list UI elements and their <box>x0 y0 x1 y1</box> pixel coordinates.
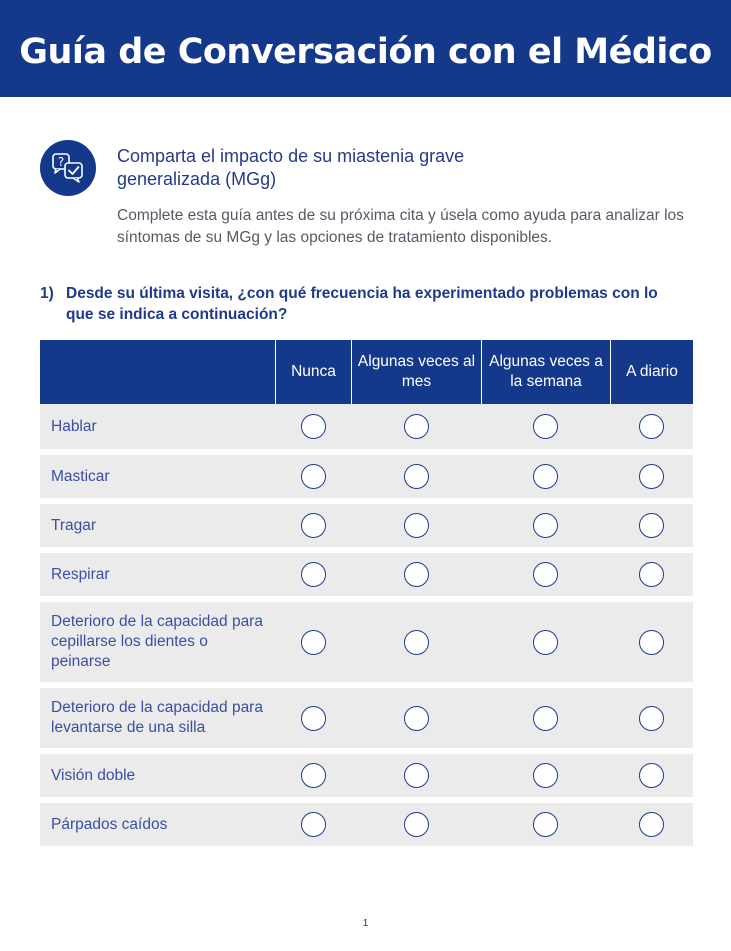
table-row <box>40 797 693 846</box>
frequency-table <box>40 340 693 846</box>
page-number: 1 <box>362 918 369 929</box>
radio-masticar-a-diario[interactable] <box>639 464 664 489</box>
table-row <box>40 748 693 797</box>
table-row <box>40 596 693 682</box>
column-header-a-diario: A diario <box>610 340 693 404</box>
radio-cepillarse-a-diario[interactable] <box>639 630 664 655</box>
radio-hablar-nunca[interactable] <box>301 414 326 439</box>
table-row <box>40 682 693 748</box>
intro-body: Complete esta guía antes de su próxima cita y úsela como ayuda para analizar los síntomas de su MGg y las opciones de tratamiento disponibles. <box>117 207 684 246</box>
radio-levantarse-nunca[interactable] <box>301 706 326 731</box>
radio-levantarse-a-diario[interactable] <box>639 706 664 731</box>
row-label-respirar: Respirar <box>40 547 275 596</box>
radio-masticar-al-mes[interactable] <box>404 464 429 489</box>
intro-title: Comparta el impacto de su miastenia grave generalizada (MGg) <box>117 146 465 189</box>
row-label-cepillarse-peinarse: Deterioro de la capacidad para cepillarse los dientes o peinarse <box>40 596 275 682</box>
row-label-parpados-caidos: Párpados caídos <box>40 797 275 846</box>
radio-cepillarse-nunca[interactable] <box>301 630 326 655</box>
radio-hablar-a-diario[interactable] <box>639 414 664 439</box>
radio-respirar-a-la-semana[interactable] <box>533 562 558 587</box>
radio-levantarse-a-la-semana[interactable] <box>533 706 558 731</box>
table-row <box>40 498 693 547</box>
radio-vision-a-la-semana[interactable] <box>533 763 558 788</box>
table-row <box>40 449 693 498</box>
question-text: Desde su última visita, ¿con qué frecuencia ha experimentado problemas con lo que se indica a continuación? <box>66 285 658 323</box>
radio-vision-nunca[interactable] <box>301 763 326 788</box>
svg-text:?: ? <box>57 155 65 169</box>
chat-question-check-icon <box>40 140 96 196</box>
column-header-algunas-veces-a-la-semana: Algunas veces a la semana <box>481 340 610 404</box>
radio-hablar-al-mes[interactable] <box>404 414 429 439</box>
row-label-tragar: Tragar <box>40 498 275 547</box>
radio-masticar-nunca[interactable] <box>301 464 326 489</box>
page-title: Guía de Conversación con el Médico <box>19 32 712 72</box>
radio-tragar-a-la-semana[interactable] <box>533 513 558 538</box>
radio-tragar-al-mes[interactable] <box>404 513 429 538</box>
question-1 <box>40 283 680 325</box>
radio-tragar-nunca[interactable] <box>301 513 326 538</box>
header-blank-cell <box>40 340 275 404</box>
radio-tragar-a-diario[interactable] <box>639 513 664 538</box>
row-label-levantarse-silla: Deterioro de la capacidad para levantarse de una silla <box>40 682 275 748</box>
table-header-row <box>40 340 693 404</box>
radio-hablar-a-la-semana[interactable] <box>533 414 558 439</box>
row-label-vision-doble: Visión doble <box>40 748 275 797</box>
table-row <box>40 404 693 449</box>
radio-parpados-nunca[interactable] <box>301 812 326 837</box>
question-number: 1) <box>40 285 54 302</box>
radio-cepillarse-a-la-semana[interactable] <box>533 630 558 655</box>
radio-respirar-a-diario[interactable] <box>639 562 664 587</box>
radio-parpados-al-mes[interactable] <box>404 812 429 837</box>
radio-respirar-nunca[interactable] <box>301 562 326 587</box>
radio-cepillarse-al-mes[interactable] <box>404 630 429 655</box>
table-row <box>40 547 693 596</box>
radio-masticar-a-la-semana[interactable] <box>533 464 558 489</box>
radio-levantarse-al-mes[interactable] <box>404 706 429 731</box>
page-header <box>0 0 731 97</box>
row-label-masticar: Masticar <box>40 449 275 498</box>
radio-respirar-al-mes[interactable] <box>404 562 429 587</box>
radio-vision-a-diario[interactable] <box>639 763 664 788</box>
row-label-hablar: Hablar <box>40 404 275 449</box>
radio-parpados-a-la-semana[interactable] <box>533 812 558 837</box>
column-header-nunca: Nunca <box>275 340 351 404</box>
column-header-algunas-veces-al-mes: Algunas veces al mes <box>351 340 481 404</box>
radio-vision-al-mes[interactable] <box>404 763 429 788</box>
radio-parpados-a-diario[interactable] <box>639 812 664 837</box>
